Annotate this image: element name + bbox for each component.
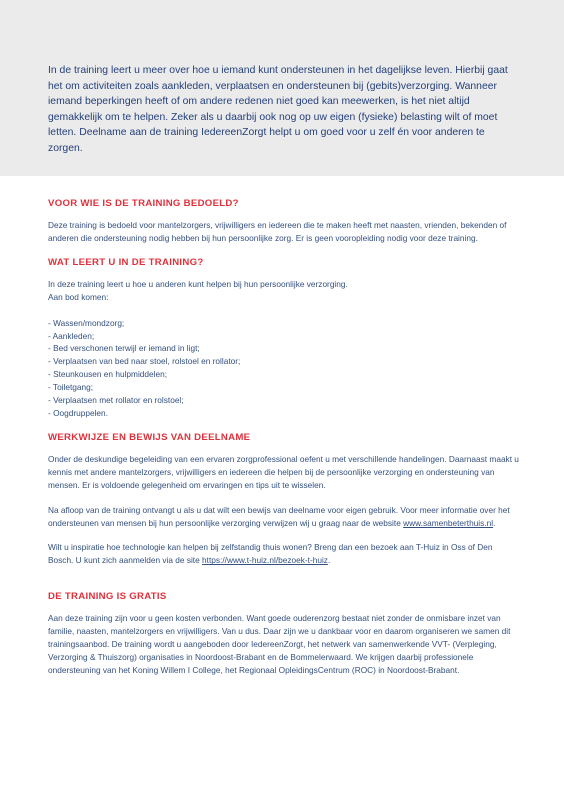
- main-content: [0, 176, 564, 677]
- list-item: - Steunkousen en hulpmiddelen;: [48, 369, 168, 380]
- body-text: Wilt u inspiratie hoe technologie kan helpen bij zelfstandig thuis wonen? Breng dan een bezoek aan T-Huiz in Oss of Den Bosch. U kunt zich aanmelden via de site: [48, 542, 493, 566]
- section-body: [48, 504, 520, 530]
- section-free: [48, 591, 520, 677]
- section-intro-line: In deze training leert u hoe u anderen kunt helpen bij hun persoonlijke verzorging.: [48, 278, 348, 289]
- list-item: - Toiletgang;: [48, 382, 94, 393]
- topic-list: [48, 317, 520, 420]
- t-huiz-link[interactable]: https://www.t-huiz.nl/bezoek-t-huiz: [202, 555, 328, 566]
- section-heading: VOOR WIE IS DE TRAINING BEDOELD?: [48, 198, 239, 209]
- spacer: [48, 304, 520, 317]
- section-curriculum: [48, 257, 520, 420]
- list-item: - Bed verschonen terwijl er iemand in ligt;: [48, 343, 200, 354]
- list-item: - Oogdruppelen.: [48, 407, 108, 418]
- intro-banner: [0, 0, 564, 176]
- list-item: - Verplaatsen van bed naar stoel, rolstoel en rollator;: [48, 356, 241, 367]
- samenbeterthuis-link[interactable]: www.samenbeterthuis.nl: [403, 517, 494, 528]
- section-method: [48, 432, 520, 567]
- section-intro-line: Aan bod komen:: [48, 291, 109, 302]
- section-body: Aan deze training zijn voor u geen kosten verbonden. Want goede ouderenzorg bestaat niet zonder de onmisbare inzet van familie, naasten, mantelzorgers en vrijwilligers. Van u dus. Daar zijn we u dankbaar voor en daarom organiseren we samen dit trainingsaanbod. De training wordt u aangeboden door IedereenZorgt, het netwerk van samenwerkende VVT- (Verpleging, Verzorging & Thuiszorg) organisaties in Noordoost-Brabant en de Bommelerwaard. We krijgen daarbij professionele ondersteuning van het Koning Willem I College, het Regionaal OpleidingsCentrum (ROC) in Noordoost-Brabant.: [48, 613, 511, 675]
- section-heading: WAT LEERT U IN DE TRAINING?: [48, 256, 204, 268]
- section-heading: DE TRAINING IS GRATIS: [48, 591, 167, 603]
- list-item: - Verplaatsen met rollator en rolstoel;: [48, 395, 184, 406]
- intro-text: In de training leert u meer over hoe u iemand kunt ondersteunen in het dagelijkse leven. Hierbij gaat het om activiteiten zoals aankleden, verplaatsen en ondersteunen bij (gebits)verzorging. Wanneer iemand beperkingen heeft of om andere redenen niet goed kan meewerken, is het niet altijd gemakkelijk om te helpen. Zeker als u daarbij ook nog op uw eigen (fysieke) belasting wilt of moet letten. Deelname aan de training IedereenZorgt helpt u om goed voor u zelf én voor anderen te zorgen.: [48, 65, 508, 154]
- body-text: .: [493, 517, 496, 528]
- section-body: Deze training is bedoeld voor mantelzorgers, vrijwilligers en iedereen die te maken heeft met naasten, vrienden, bekenden of anderen die ondersteuning nodig hebben bij hun persoonlijke zorg. Er is geen vooropleiding nodig voor deze training.: [48, 220, 507, 243]
- list-item: - Aankleden;: [48, 330, 95, 341]
- list-item: - Wassen/mondzorg;: [48, 317, 125, 328]
- body-text: .: [327, 555, 331, 566]
- section-body: Onder de deskundige begeleiding van een ervaren zorgprofessional oefent u met verschillende handelingen. Daarnaast maakt u kennis met andere mantelzorgers, vrijwilligers en iedereen die helpen bij de persoonlijke verzorging en ondersteuning van mensen. Er is voldoende gelegenheid om ervaringen en tips uit te wisselen.: [48, 453, 519, 490]
- section-target-group: [48, 198, 520, 245]
- section-body: [48, 541, 520, 567]
- body-text: Na afloop van de training ontvangt u als u dat wilt een bewijs van deelname voor eigen gebruik. Voor meer informatie over het ondersteunen van mensen bij hun persoonlijke verzorging verwijzen wij u graag naar de website: [48, 504, 510, 528]
- spacer: [48, 492, 520, 504]
- section-heading: WERKWIJZE EN BEWIJS VAN DEELNAME: [48, 431, 251, 443]
- spacer: [48, 529, 520, 541]
